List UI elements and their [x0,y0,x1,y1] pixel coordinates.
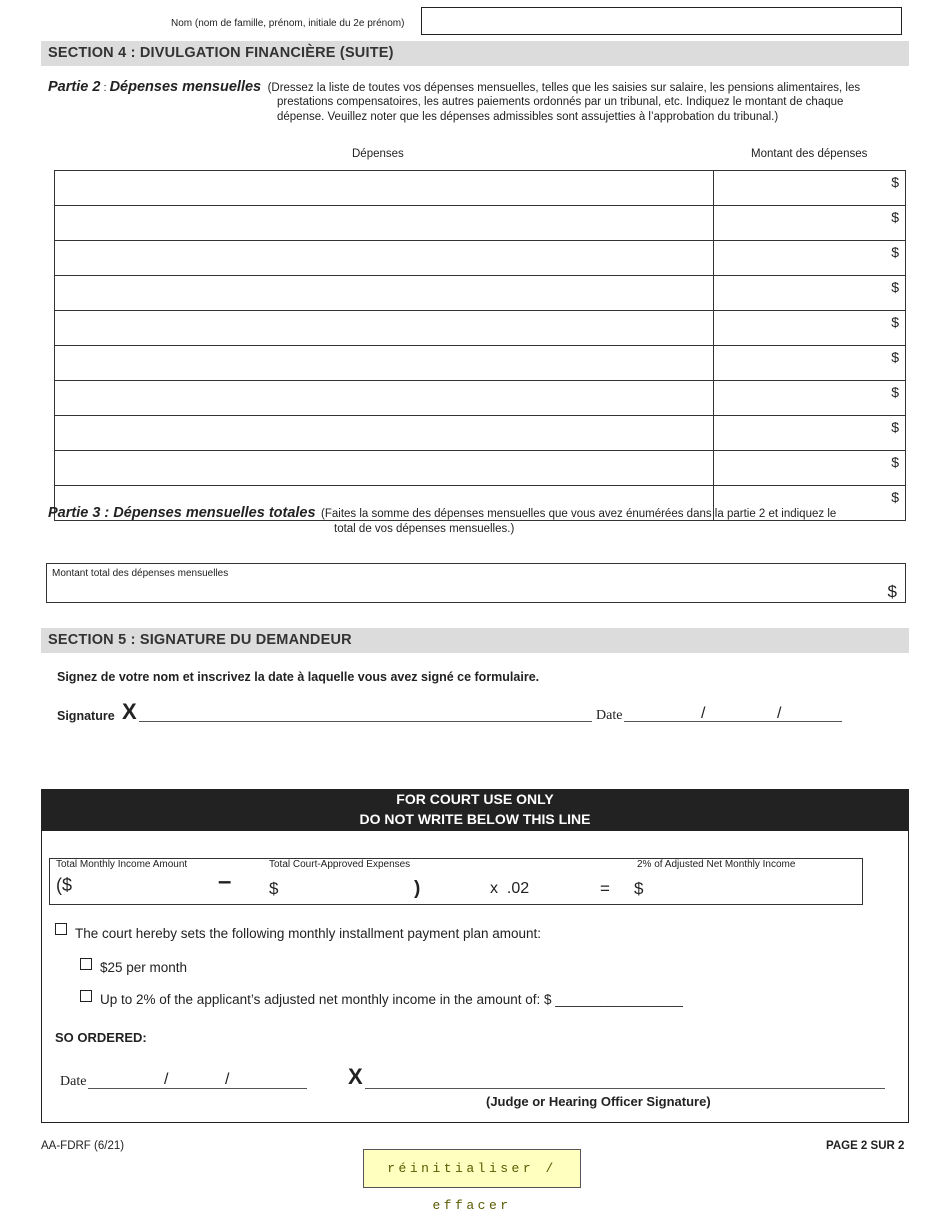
option-25-checkbox[interactable] [80,958,92,970]
court-date-label: Date [60,1074,87,1089]
amount-cell[interactable] [714,241,906,276]
so-ordered: SO ORDERED: [55,1030,147,1045]
judge-x-mark: X [348,1064,363,1089]
name-label: Nom (nom de famille, prénom, initiale du 2e prénom) [171,18,405,29]
judge-signature-caption: (Judge or Hearing Officer Signature) [486,1094,711,1109]
close-paren: ) [414,878,421,899]
table-row [55,311,906,346]
expense-cell[interactable] [55,451,714,486]
expense-cell[interactable] [55,276,714,311]
amount-cell[interactable] [714,381,906,416]
date-label: Date [596,708,623,723]
court-date-separator: / [225,1071,230,1088]
expense-input[interactable] [55,345,717,381]
signature-line[interactable] [139,721,592,722]
page-number: PAGE 2 SUR 2 [826,1140,905,1152]
date-line[interactable] [624,721,842,722]
expense-cell[interactable] [55,171,714,206]
payment-plan-checkbox[interactable] [55,923,67,935]
court-use-header [41,789,909,831]
expense-cell[interactable] [55,311,714,346]
expense-input[interactable] [55,205,717,241]
part-3-desc-1: (Faites la somme des dépenses mensuelles que vous avez énumérées dans la partie 2 et indiquez le [321,508,837,520]
option-2-percent-text: Up to 2% of the applicant’s adjusted net monthly income in the amount of: $ _________________ [100,992,683,1007]
part-2-heading [48,78,908,96]
table-row [55,241,906,276]
payment-plan-text: The court hereby sets the following monthly installment payment plan amount: [75,926,541,941]
signature-instruction: Signez de votre nom et inscrivez la date à laquelle vous avez signé ce formulaire. [57,670,540,684]
name-input[interactable] [422,8,901,34]
currency-symbol: $ [891,489,899,505]
total-expenses-label: Montant total des dépenses mensuelles [52,568,229,579]
part-2-sep: : [100,82,110,94]
currency-symbol: $ [891,279,899,295]
signature-label: Signature [57,709,115,723]
amount-cell[interactable] [714,346,906,381]
section-5-title: SECTION 5 : SIGNATURE DU DEMANDEUR [41,628,909,653]
part-3-title: Partie 3 : Dépenses mensuelles totales [48,505,316,521]
column-header-amount: Montant des dépenses [751,148,868,160]
table-row [55,451,906,486]
currency-symbol: $ [891,209,899,225]
part-2-desc-1: (Dressez la liste de toutes vos dépenses mensuelles, telles que les saisies sur salaire, les pensions alimentaires, les [267,82,861,94]
currency-symbol: $ [891,244,899,260]
part-3-desc-2: total de vos dépenses mensuelles.) [334,523,515,535]
expense-cell[interactable] [55,346,714,381]
section-4-title: SECTION 4 : DIVULGATION FINANCIÈRE (SUITE) [41,41,909,66]
table-row [55,206,906,241]
equals-sign: = [600,879,610,898]
signature-x-mark: X [122,699,137,724]
court-date-line[interactable] [88,1088,307,1089]
table-row [55,416,906,451]
result-dollar: $ [634,879,644,898]
expense-input[interactable] [55,275,717,311]
expense-input[interactable] [55,380,717,416]
currency-symbol: $ [891,174,899,190]
option-25-text: $25 per month [100,960,188,975]
open-paren-dollar: ($ [56,875,73,895]
part-2-desc-3: dépense. Veuillez noter que les dépenses admissibles sont assujetties à l’approbation du tribunal.) [277,111,779,123]
amount-cell[interactable] [714,311,906,346]
amount-cell[interactable] [714,206,906,241]
currency-symbol: $ [891,384,899,400]
amount-cell[interactable] [714,451,906,486]
currency-symbol: $ [891,314,899,330]
total-expenses-field[interactable] [46,563,906,603]
expense-cell[interactable] [55,241,714,276]
part-2-title: Partie 2 [48,79,101,95]
court-date-separator: / [164,1071,169,1088]
table-row [55,346,906,381]
expense-cell[interactable] [55,416,714,451]
expense-input[interactable] [55,310,717,346]
expenses-dollar: $ [269,879,279,898]
date-separator: / [701,705,706,722]
total-currency-symbol: $ [887,582,897,601]
reset-clear-button[interactable]: réinitialiser / effacer [363,1149,581,1188]
expense-input[interactable] [55,450,717,486]
currency-symbol: $ [891,349,899,365]
option-2-percent-checkbox[interactable] [80,990,92,1002]
part-2-desc-2: prestations compensatoires, les autres paiements ordonnés par un tribunal, etc. Indiquez le montant de chaque [277,96,844,108]
multiplier: x .02 [490,880,530,897]
court-header-line-2: DO NOT WRITE BELOW THIS LINE [359,811,591,827]
minus-sign: – [218,868,232,895]
expense-input[interactable] [55,240,717,276]
expense-input[interactable] [55,170,717,206]
table-row [55,171,906,206]
expenses-table [54,170,906,521]
judge-signature-line[interactable] [365,1088,885,1089]
court-header-line-1: FOR COURT USE ONLY [396,791,554,807]
amount-cell[interactable] [714,416,906,451]
date-separator: / [777,705,782,722]
table-row [55,276,906,311]
table-row [55,381,906,416]
expenses-label: Total Court-Approved Expenses [269,859,411,870]
expense-cell[interactable] [55,206,714,241]
currency-symbol: $ [891,419,899,435]
amount-cell[interactable] [714,171,906,206]
column-header-expenses: Dépenses [352,148,404,160]
expense-input[interactable] [55,415,717,451]
form-id: AA-FDRF (6/21) [41,1140,125,1152]
name-field[interactable] [421,7,902,35]
amount-cell[interactable] [714,276,906,311]
currency-symbol: $ [891,454,899,470]
income-label: Total Monthly Income Amount [56,859,188,870]
expense-cell[interactable] [55,381,714,416]
part-3-heading [48,504,908,522]
part-2-title-rest: Dépenses mensuelles [109,79,262,95]
two-percent-label: 2% of Adjusted Net Monthly Income [637,859,796,870]
